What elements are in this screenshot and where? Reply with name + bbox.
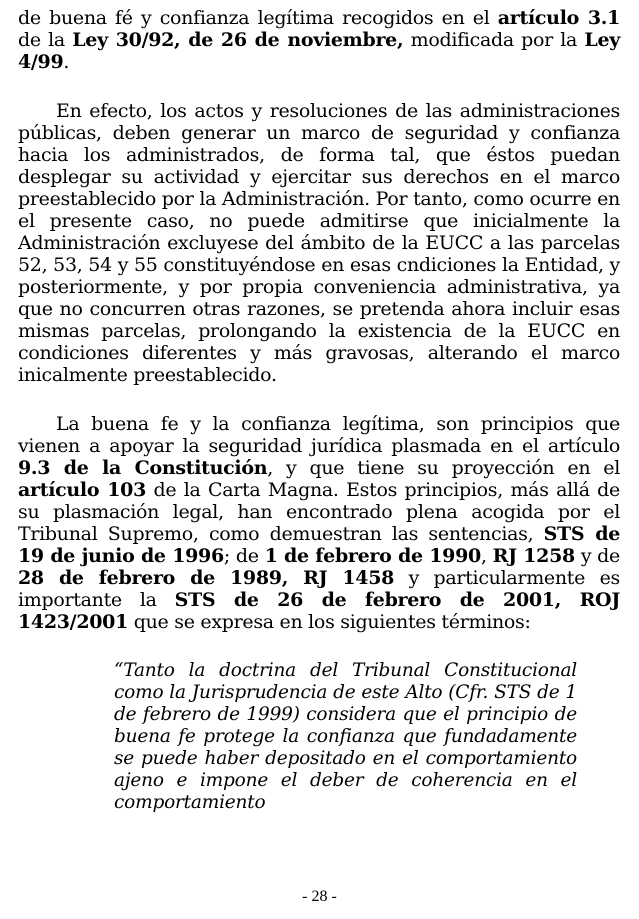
bold-text-run: STS de 26 de febrero de 2001, ROJ 1423/2001 [18, 589, 621, 633]
paragraph-1 [18, 7, 620, 73]
bold-text-run: STS de 19 de junio de 1996 [18, 523, 620, 567]
text-run: , [480, 545, 493, 567]
text-run: ; de [223, 545, 265, 567]
text-run: y de [574, 545, 620, 567]
bold-text-run: 9.3 de la Constitución [18, 457, 268, 479]
bold-text-run: 28 de febrero de 1989, RJ 1458 [18, 567, 395, 589]
text-run: modificada por la [403, 29, 585, 51]
text-run: La buena fe y la confianza legítima, son principios que vienen a apoyar la seguridad jurídica plasmada en el artículo [18, 413, 620, 457]
bold-text-run: 1 de febrero de 1990 [264, 545, 481, 567]
bold-text-run: Ley 30/92, de 26 de noviembre, [72, 29, 404, 51]
block-quote [114, 660, 577, 814]
page-number: - 28 - [302, 888, 337, 905]
document-body [18, 7, 620, 814]
text-run: de la [18, 29, 73, 51]
text-run: , y que tiene su proyección en el [267, 457, 621, 479]
bold-text-run: Ley 4/99 [18, 29, 621, 73]
bold-text-run: artículo 3.1 [497, 7, 620, 29]
paragraph-2 [18, 100, 620, 386]
bold-text-run: artículo 103 [18, 479, 146, 501]
text-run: de la Carta Magna. Estos principios, más allá de su plasmación legal, han encontrado plena acogida por el Tribunal Supremo, como demuestran las sentencias, [18, 479, 620, 545]
bold-text-run: RJ 1258 [492, 545, 575, 567]
paragraph-3 [18, 413, 620, 633]
text-run: En efecto, los actos y resoluciones de las administraciones públicas, deben generar un marco de seguridad y confianza hacia los administrados, de forma tal, que éstos puedan desplegar su actividad y ejercitar sus derechos en el marco preestablecido por la Administración. Por tanto, como ocurre en el presente caso, no puede admitirse que inicialmente la Administración excluyese del ámbito de la EUCC a las parcelas 52, 53, 54 y 55 constituyéndose en esas cndiciones la Entidad, y posteriormente, y por propia conveniencia administrativa, ya que no concurren otras razones, se pretenda ahora incluir esas mismas parcelas, prolongando la existencia de la EUCC en condiciones diferentes y más gravosas, alterando el marco inicalmente preestablecido. [18, 100, 620, 386]
text-run: . [63, 51, 70, 73]
text-run: que se expresa en los siguientes términos: [128, 611, 531, 633]
text-run: y particularmente es importante la [18, 567, 620, 611]
text-run: de buena fé y confianza legítima recogidos en el [18, 7, 498, 29]
quote-text-run: “Tanto la doctrina del Tribunal Constitucional como la Jurisprudencia de este Alto (Cfr. STS de 1 de febrero de 1999) considera que el principio de buena fe protege la confianza que fundadamente se puede haber depositado en el comportamiento ajeno e impone el deber de coherencia en el comportamiento [114, 660, 577, 813]
